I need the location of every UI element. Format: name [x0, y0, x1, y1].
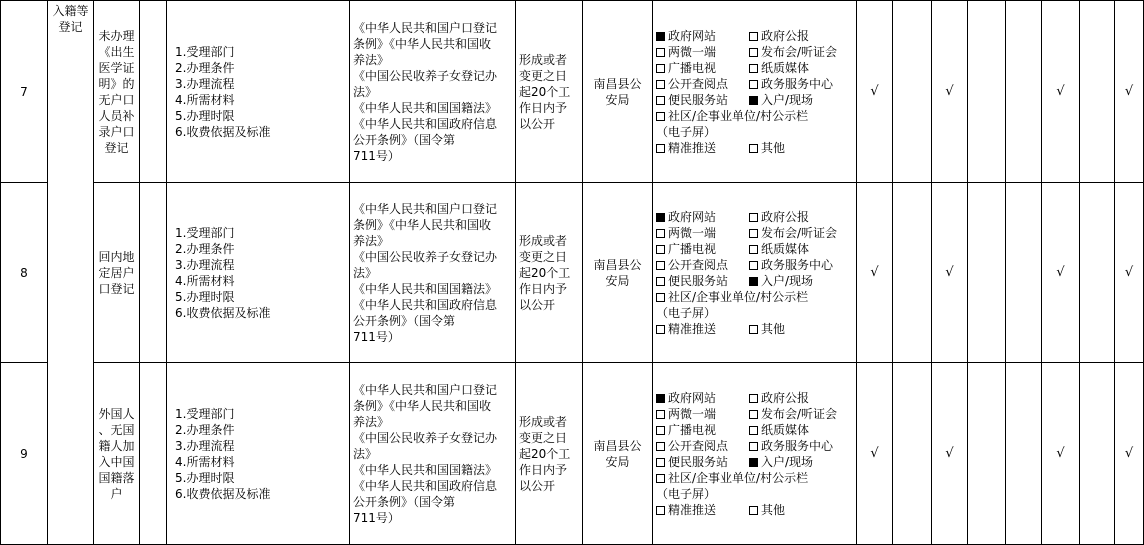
subject-line: 安局: [605, 454, 630, 469]
checkbox-icon: [749, 245, 758, 254]
checkbox-icon: [749, 506, 758, 515]
checkbox-icon: [749, 48, 758, 57]
channel-option: [749, 92, 813, 108]
empty-cell: [968, 363, 1006, 545]
channel-option: [749, 390, 809, 406]
channel-row: [656, 257, 853, 273]
category-label: 入籍等登记: [52, 4, 89, 34]
channel-option: [749, 438, 833, 454]
content-item: 2.办理条件: [175, 422, 235, 437]
channel-row: [656, 273, 853, 289]
channel-row: [656, 486, 853, 502]
check-mark-icon: √: [932, 183, 968, 363]
channel-label: 纸质媒体: [761, 422, 810, 437]
row-number: 9: [1, 363, 48, 545]
channel-row: [656, 454, 853, 470]
checkbox-icon: [749, 410, 758, 419]
basis-line: 《中国公民收养子女登记办: [353, 68, 498, 83]
channel-label: （电子屏）: [656, 486, 717, 501]
checkbox-icon: [749, 80, 758, 89]
channel-label: 便民服务站: [668, 454, 729, 469]
checkbox-icon: [656, 96, 665, 105]
channel-option: [656, 257, 749, 273]
content-item: 4.所需材料: [175, 454, 235, 469]
channel-row: [656, 60, 853, 76]
content-item: 4.所需材料: [175, 92, 235, 107]
basis-line: 《中华人民共和国国籍法》: [353, 100, 498, 115]
channel-label: 两微一端: [668, 44, 717, 59]
check-mark-icon: √: [1042, 1, 1080, 183]
channel-label: 入户/现场: [761, 454, 814, 469]
content-item: 6.收费依据及标准: [175, 305, 271, 320]
row-number: 8: [1, 183, 48, 363]
basis-line: 《中华人民共和国国籍法》: [353, 462, 498, 477]
item-name-line: 明》的: [98, 76, 135, 91]
checkbox-icon: [656, 442, 665, 451]
check-mark-icon: √: [857, 183, 893, 363]
basis-line: 养法》: [353, 233, 390, 248]
basis-line: 养法》: [353, 52, 390, 67]
channel-label: 便民服务站: [668, 273, 729, 288]
item-name-line: 籍人加: [98, 438, 135, 453]
channel-row: [656, 28, 853, 44]
content-item: 4.所需材料: [175, 273, 235, 288]
channel-label: 政府公报: [761, 209, 810, 224]
channel-label: 入户/现场: [761, 273, 814, 288]
empty-cell: [1006, 1, 1042, 183]
time-line: 作日内予: [519, 100, 568, 115]
checkbox-icon: [749, 144, 758, 153]
channel-label: 纸质媒体: [761, 60, 810, 75]
checkbox-icon: [749, 213, 758, 222]
channel-label: 政府网站: [668, 209, 717, 224]
channel-label: 社区/企事业单位/村公示栏: [668, 289, 809, 304]
item-name-line: 回内地: [98, 249, 135, 264]
channel-option: [749, 502, 785, 518]
basis-line: 《中华人民共和国政府信息: [353, 116, 498, 131]
checked-box-icon: [749, 96, 758, 105]
subject-line: 南昌县公: [593, 438, 642, 453]
item-name: [94, 183, 140, 363]
channel-row: [656, 502, 853, 518]
channel-option: [749, 273, 813, 289]
subject-line: 南昌县公: [593, 76, 642, 91]
channel-row: [656, 76, 853, 92]
channel-row: [656, 470, 853, 486]
content-item: 5.办理时限: [175, 108, 235, 123]
channel-row: [656, 305, 853, 321]
channel-option: [749, 140, 785, 156]
channel-option: [656, 60, 749, 76]
channel-row: [656, 241, 853, 257]
time-line: 形成或者: [519, 414, 568, 429]
channel-option: [656, 92, 749, 108]
checked-box-icon: [656, 213, 665, 222]
channel-option: [656, 390, 749, 406]
time-line: 变更之日: [519, 249, 568, 264]
channel-option: [749, 422, 809, 438]
channel-row: [656, 438, 853, 454]
disclosure-channels: [653, 183, 857, 363]
checkbox-icon: [656, 293, 665, 302]
channel-option: [656, 470, 808, 486]
channel-label: 其他: [761, 321, 786, 336]
channel-label: 政府公报: [761, 390, 810, 405]
subject-line: 安局: [605, 273, 630, 288]
item-name-line: 户: [110, 486, 123, 501]
content-item: 2.办理条件: [175, 241, 235, 256]
disclosure-basis: [350, 363, 516, 545]
empty-cell: [1080, 183, 1115, 363]
basis-line: 711号）: [353, 510, 400, 525]
checkbox-icon: [656, 48, 665, 57]
checkbox-icon: [656, 277, 665, 286]
disclosure-time: [516, 363, 583, 545]
basis-line: 《中华人民共和国户口登记: [353, 20, 498, 35]
basis-line: 公开条例》（国令第: [353, 313, 456, 328]
channel-label: 发布会/听证会: [761, 406, 838, 421]
basis-line: 711号）: [353, 148, 400, 163]
channel-option: [656, 502, 749, 518]
channel-row: [656, 289, 853, 305]
disclosure-channels: [653, 1, 857, 183]
checkbox-icon: [656, 64, 665, 73]
content-item: 5.办理时限: [175, 470, 235, 485]
check-mark-icon: √: [1115, 183, 1144, 363]
content-item: 1.受理部门: [175, 44, 235, 59]
channel-option: [656, 321, 749, 337]
checkbox-icon: [656, 325, 665, 334]
item-name-line: 录户口: [98, 124, 135, 139]
channel-label: 社区/企事业单位/村公示栏: [668, 470, 809, 485]
table-row: [1, 363, 1144, 545]
channel-option: [656, 209, 749, 225]
basis-line: 公开条例》（国令第: [353, 132, 456, 147]
channel-row: [656, 140, 853, 156]
check-mark-icon: √: [1042, 363, 1080, 545]
channel-row: [656, 225, 853, 241]
channel-option: [749, 321, 785, 337]
channel-label: 政府网站: [668, 28, 717, 43]
channel-option: [656, 289, 808, 305]
basis-line: 养法》: [353, 414, 390, 429]
channel-row: [656, 124, 853, 140]
channel-option: [749, 209, 809, 225]
channel-option: [749, 241, 809, 257]
channel-option: [749, 44, 837, 60]
basis-line: 法》: [353, 446, 378, 461]
item-name-line: 国籍落: [98, 470, 135, 485]
channel-row: [656, 422, 853, 438]
checked-box-icon: [656, 394, 665, 403]
basis-line: 711号）: [353, 329, 400, 344]
item-name-line: 未办理: [98, 28, 135, 43]
checkbox-icon: [656, 112, 665, 121]
basis-line: 条例》《中华人民共和国收: [353, 217, 492, 232]
checkbox-icon: [656, 426, 665, 435]
content-item: 3.办理流程: [175, 76, 235, 91]
channel-label: 两微一端: [668, 406, 717, 421]
channel-option: [749, 454, 813, 470]
channel-label: 公开查阅点: [668, 257, 729, 272]
time-line: 变更之日: [519, 430, 568, 445]
checkbox-icon: [749, 325, 758, 334]
empty-cell: [968, 1, 1006, 183]
channel-option: [656, 241, 749, 257]
disclosure-content: [167, 363, 350, 545]
content-item: 1.受理部门: [175, 225, 235, 240]
basis-line: 《中华人民共和国户口登记: [353, 201, 498, 216]
basis-line: 条例》《中华人民共和国收: [353, 36, 492, 51]
channel-row: [656, 44, 853, 60]
item-name-line: 《出生: [98, 44, 135, 59]
basis-line: 《中国公民收养子女登记办: [353, 430, 498, 445]
content-item: 3.办理流程: [175, 257, 235, 272]
disclosure-time: [516, 1, 583, 183]
channel-label: 广播电视: [668, 422, 717, 437]
empty-cell: [968, 183, 1006, 363]
channel-option: [656, 422, 749, 438]
channel-row: [656, 390, 853, 406]
empty-cell: [140, 1, 167, 183]
channel-label: 纸质媒体: [761, 241, 810, 256]
basis-line: 《中国公民收养子女登记办: [353, 249, 498, 264]
item-name-line: 人员补: [98, 108, 135, 123]
item-name: [94, 1, 140, 183]
basis-line: 法》: [353, 84, 378, 99]
empty-cell: [893, 183, 932, 363]
content-item: 2.办理条件: [175, 60, 235, 75]
time-line: 作日内予: [519, 281, 568, 296]
basis-line: 《中华人民共和国户口登记: [353, 382, 498, 397]
time-line: 以公开: [519, 478, 556, 493]
channel-label: 社区/企事业单位/村公示栏: [668, 108, 809, 123]
channel-row: [656, 321, 853, 337]
time-line: 形成或者: [519, 52, 568, 67]
channel-row: [656, 209, 853, 225]
channel-label: 公开查阅点: [668, 76, 729, 91]
channel-option: [656, 28, 749, 44]
disclosure-channels: [653, 363, 857, 545]
channel-row: [656, 406, 853, 422]
empty-cell: [140, 183, 167, 363]
channel-option: [656, 406, 749, 422]
subject-line: 南昌县公: [593, 257, 642, 272]
basis-line: 法》: [353, 265, 378, 280]
check-mark-icon: √: [1115, 363, 1144, 545]
content-item: 6.收费依据及标准: [175, 124, 271, 139]
checkbox-icon: [749, 64, 758, 73]
item-name-line: 无户口: [98, 92, 135, 107]
checkbox-icon: [749, 261, 758, 270]
channel-option: [656, 124, 716, 140]
disclosure-basis: [350, 1, 516, 183]
table-row: [1, 1, 1144, 183]
disclosure-basis: [350, 183, 516, 363]
empty-cell: [140, 363, 167, 545]
checkbox-icon: [749, 229, 758, 238]
channel-label: 精准推送: [668, 502, 717, 517]
empty-cell: [893, 363, 932, 545]
item-name-line: 入中国: [98, 454, 135, 469]
channel-option: [656, 108, 808, 124]
subject-line: 安局: [605, 92, 630, 107]
content-item: 1.受理部门: [175, 406, 235, 421]
channel-label: 两微一端: [668, 225, 717, 240]
channel-label: （电子屏）: [656, 124, 717, 139]
channel-label: 精准推送: [668, 140, 717, 155]
time-line: 起20个工: [519, 84, 571, 99]
checkbox-icon: [656, 410, 665, 419]
item-name-line: 医学证: [98, 60, 135, 75]
channel-label: 便民服务站: [668, 92, 729, 107]
check-mark-icon: √: [1115, 1, 1144, 183]
channel-option: [749, 60, 809, 76]
channel-option: [656, 225, 749, 241]
checkbox-icon: [749, 32, 758, 41]
checkbox-icon: [749, 426, 758, 435]
content-item: 3.办理流程: [175, 438, 235, 453]
empty-cell: [893, 1, 932, 183]
check-mark-icon: √: [932, 363, 968, 545]
channel-option: [749, 257, 833, 273]
item-name-line: 、无国: [98, 422, 135, 437]
empty-cell: [1080, 363, 1115, 545]
disclosure-subject: [583, 363, 653, 545]
content-item: 6.收费依据及标准: [175, 486, 271, 501]
check-mark-icon: √: [857, 363, 893, 545]
empty-cell: [1006, 363, 1042, 545]
item-name-line: 口登记: [98, 281, 135, 296]
basis-line: 《中华人民共和国政府信息: [353, 478, 498, 493]
time-line: 作日内予: [519, 462, 568, 477]
basis-line: 条例》《中华人民共和国收: [353, 398, 492, 413]
empty-cell: [1006, 183, 1042, 363]
channel-label: 其他: [761, 502, 786, 517]
channel-label: 广播电视: [668, 60, 717, 75]
check-mark-icon: √: [1042, 183, 1080, 363]
check-mark-icon: √: [857, 1, 893, 183]
table-row: [1, 183, 1144, 363]
channel-label: 入户/现场: [761, 92, 814, 107]
channel-option: [656, 140, 749, 156]
disclosure-time: [516, 183, 583, 363]
disclosure-content: [167, 183, 350, 363]
time-line: 形成或者: [519, 233, 568, 248]
channel-row: [656, 92, 853, 108]
row-number: 7: [1, 1, 48, 183]
channel-label: 其他: [761, 140, 786, 155]
disclosure-subject: [583, 1, 653, 183]
checkbox-icon: [656, 245, 665, 254]
basis-line: 《中华人民共和国政府信息: [353, 297, 498, 312]
channel-option: [656, 44, 749, 60]
time-line: 变更之日: [519, 68, 568, 83]
channel-label: 政务服务中心: [761, 257, 834, 272]
channel-option: [656, 486, 716, 502]
channel-option: [656, 305, 716, 321]
checked-box-icon: [656, 32, 665, 41]
category-cell: [48, 1, 94, 545]
channel-option: [656, 454, 749, 470]
channel-label: 政务服务中心: [761, 76, 834, 91]
item-name-line: 登记: [104, 140, 129, 155]
time-line: 起20个工: [519, 265, 571, 280]
checked-box-icon: [749, 458, 758, 467]
checkbox-icon: [656, 144, 665, 153]
channel-label: 精准推送: [668, 321, 717, 336]
disclosure-subject: [583, 183, 653, 363]
channel-label: 发布会/听证会: [761, 44, 838, 59]
checked-box-icon: [749, 277, 758, 286]
channel-label: 政府公报: [761, 28, 810, 43]
channel-row: [656, 108, 853, 124]
item-name: [94, 363, 140, 545]
channel-option: [749, 225, 837, 241]
channel-label: （电子屏）: [656, 305, 717, 320]
content-item: 5.办理时限: [175, 289, 235, 304]
channel-option: [749, 406, 837, 422]
checkbox-icon: [656, 458, 665, 467]
checkbox-icon: [749, 394, 758, 403]
channel-option: [656, 76, 749, 92]
time-line: 起20个工: [519, 446, 571, 461]
time-line: 以公开: [519, 297, 556, 312]
check-mark-icon: √: [932, 1, 968, 183]
checkbox-icon: [749, 442, 758, 451]
basis-line: 公开条例》（国令第: [353, 494, 456, 509]
checkbox-icon: [656, 261, 665, 270]
empty-cell: [1080, 1, 1115, 183]
item-name-line: 外国人: [98, 406, 135, 421]
channel-option: [749, 28, 809, 44]
channel-label: 广播电视: [668, 241, 717, 256]
channel-label: 政务服务中心: [761, 438, 834, 453]
channel-label: 发布会/听证会: [761, 225, 838, 240]
checkbox-icon: [656, 506, 665, 515]
channel-option: [656, 273, 749, 289]
checkbox-icon: [656, 229, 665, 238]
channel-option: [656, 438, 749, 454]
channel-label: 公开查阅点: [668, 438, 729, 453]
item-name-line: 定居户: [98, 265, 135, 280]
channel-option: [749, 76, 833, 92]
time-line: 以公开: [519, 116, 556, 131]
checkbox-icon: [656, 474, 665, 483]
channel-label: 政府网站: [668, 390, 717, 405]
disclosure-content: [167, 1, 350, 183]
basis-line: 《中华人民共和国国籍法》: [353, 281, 498, 296]
checkbox-icon: [656, 80, 665, 89]
